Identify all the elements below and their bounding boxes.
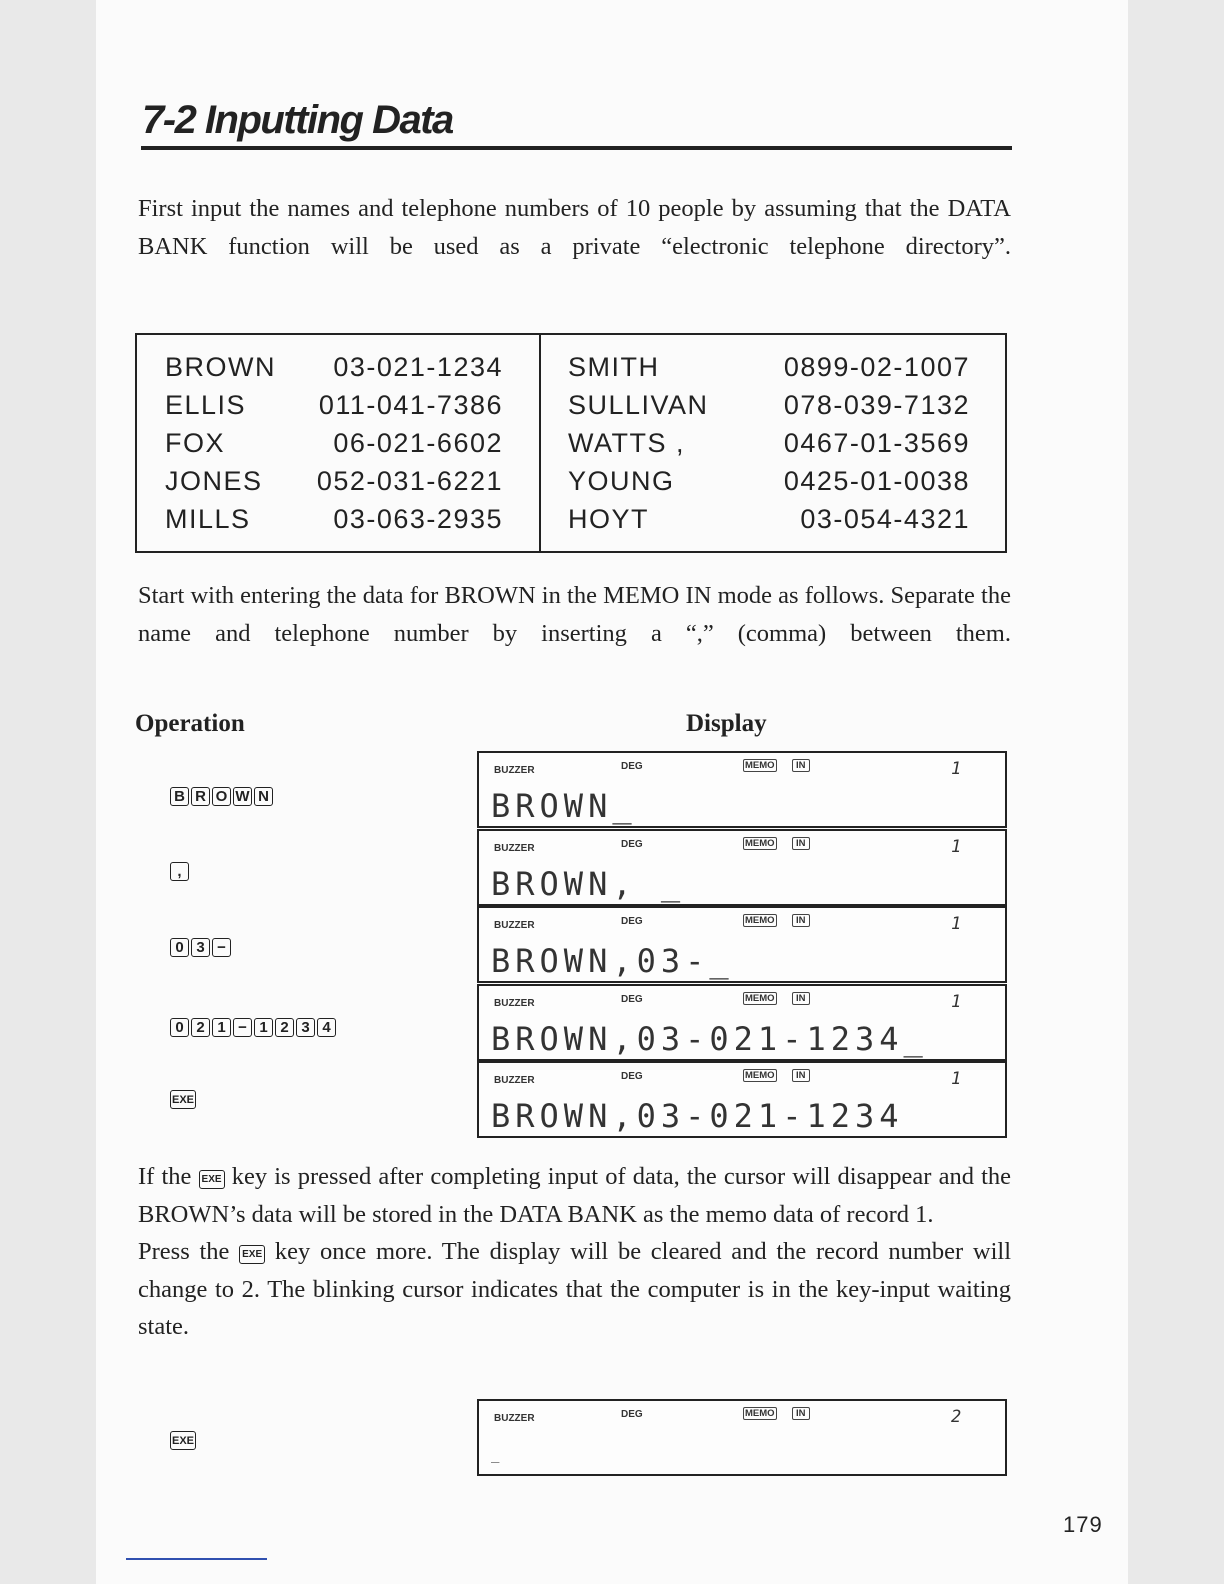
memo-indicator: MEMO bbox=[745, 915, 775, 926]
directory-name: WATTS , bbox=[568, 428, 685, 458]
buzzer-indicator: BUZZER bbox=[494, 765, 535, 776]
record-number: 1 bbox=[951, 837, 962, 857]
key-sequence bbox=[170, 938, 231, 957]
deg-indicator: DEG bbox=[621, 994, 643, 1005]
memo-indicator: MEMO bbox=[745, 993, 775, 1004]
buzzer-indicator: BUZZER bbox=[494, 998, 535, 1009]
key-sequence bbox=[170, 787, 273, 806]
lcd-display bbox=[477, 906, 1007, 983]
table-divider bbox=[539, 335, 541, 551]
memo-indicator: MEMO bbox=[745, 1408, 775, 1419]
in-indicator: IN bbox=[792, 992, 810, 1005]
deg-indicator: DEG bbox=[621, 839, 643, 850]
key-sequence bbox=[170, 1090, 196, 1109]
directory-phone: 0899-02-1007 bbox=[783, 352, 970, 382]
directory-phone: 078-039-7132 bbox=[783, 390, 970, 420]
record-number: 1 bbox=[951, 992, 962, 1012]
buzzer-indicator: BUZZER bbox=[494, 1075, 535, 1086]
buzzer-indicator: BUZZER bbox=[494, 843, 535, 854]
memo-indicator: MEMO bbox=[745, 1070, 775, 1081]
memo-indicator: MEMO bbox=[745, 760, 775, 771]
memo-indicator: MEMO bbox=[745, 838, 775, 849]
buzzer-indicator: BUZZER bbox=[494, 1413, 535, 1424]
lcd-display bbox=[477, 1061, 1007, 1138]
deg-indicator: DEG bbox=[621, 1071, 643, 1082]
deg-indicator: DEG bbox=[621, 916, 643, 927]
lcd-text: BROWN, _ bbox=[491, 865, 686, 903]
lcd-display bbox=[477, 751, 1007, 828]
key-icon: B bbox=[170, 787, 189, 806]
in-indicator: IN bbox=[792, 1407, 810, 1420]
phone-directory-table bbox=[135, 333, 1007, 553]
directory-name: JONES bbox=[165, 466, 263, 496]
directory-name: SULLIVAN bbox=[568, 390, 709, 420]
directory-name: FOX bbox=[165, 428, 226, 458]
directory-phone: 03-054-4321 bbox=[800, 504, 970, 534]
directory-phone: 052-031-6221 bbox=[316, 466, 503, 496]
directory-phone: 011-041-7386 bbox=[318, 390, 503, 420]
lcd-display bbox=[477, 1399, 1007, 1476]
key-sequence bbox=[170, 1018, 336, 1037]
key-icon: W bbox=[233, 787, 252, 806]
after-p1-after: key is pressed after completing input of data, the cursor will disappear and the BROWN’s data will be stored in the DATA BANK as the memo data of record 1. bbox=[138, 1163, 1012, 1228]
deg-indicator: DEG bbox=[621, 761, 643, 772]
footer-rule bbox=[126, 1558, 267, 1560]
in-indicator: IN bbox=[792, 759, 810, 772]
lcd-text: BROWN,03-021-1234_ bbox=[491, 1020, 928, 1058]
key-icon: 0 bbox=[170, 1018, 189, 1037]
directory-phone: 0425-01-0038 bbox=[783, 466, 970, 496]
exe-key-icon: EXE bbox=[239, 1245, 265, 1264]
display-heading: Display bbox=[686, 710, 767, 737]
in-indicator: IN bbox=[792, 914, 810, 927]
deg-indicator: DEG bbox=[621, 1409, 643, 1420]
key-icon: 2 bbox=[191, 1018, 210, 1037]
title-rule bbox=[141, 146, 1012, 150]
intro-paragraph: First input the names and telephone numbers of 10 people by assuming that the DATA BANK function will be used as a private “electronic telephone directory”. bbox=[138, 195, 1011, 260]
key-icon: , bbox=[170, 862, 189, 881]
record-number: 1 bbox=[951, 759, 962, 779]
key-sequence bbox=[170, 862, 189, 881]
record-number: 2 bbox=[951, 1407, 962, 1427]
page-number: 179 bbox=[1063, 1512, 1103, 1537]
key-icon: 4 bbox=[317, 1018, 336, 1037]
key-icon: 3 bbox=[296, 1018, 315, 1037]
directory-phone: 03-021-1234 bbox=[333, 352, 503, 382]
in-indicator: IN bbox=[792, 1069, 810, 1082]
lcd-text: _ bbox=[491, 1447, 500, 1463]
directory-name: YOUNG bbox=[568, 466, 675, 496]
section-title: 7-2 Inputting Data bbox=[142, 98, 453, 142]
directory-name: ELLIS bbox=[165, 390, 247, 420]
record-number: 1 bbox=[951, 914, 962, 934]
after-p2-before: Press the bbox=[138, 1238, 230, 1265]
directory-name: SMITH bbox=[568, 352, 660, 382]
directory-phone: 03-063-2935 bbox=[333, 504, 503, 534]
in-indicator: IN bbox=[792, 837, 810, 850]
lcd-text: BROWN,03-021-1234 bbox=[491, 1097, 904, 1135]
directory-phone: 06-021-6602 bbox=[333, 428, 503, 458]
key-icon: − bbox=[212, 938, 231, 957]
record-number: 1 bbox=[951, 1069, 962, 1089]
after-p2-after: key once more. The display will be cleared and the record number will change to 2. The blinking cursor indicates that the computer is in the key-input waiting state. bbox=[138, 1238, 1012, 1340]
operation-heading: Operation bbox=[135, 710, 245, 737]
key-sequence bbox=[170, 1431, 196, 1450]
key-icon: R bbox=[191, 787, 210, 806]
buzzer-indicator: BUZZER bbox=[494, 920, 535, 931]
after-paragraph bbox=[138, 1158, 1011, 1346]
key-icon: N bbox=[254, 787, 273, 806]
lcd-text: BROWN_ bbox=[491, 787, 637, 825]
key-icon: 3 bbox=[191, 938, 210, 957]
lcd-text: BROWN,03-_ bbox=[491, 942, 734, 980]
directory-name: BROWN bbox=[165, 352, 276, 382]
instruction-paragraph: Start with entering the data for BROWN in the MEMO IN mode as follows. Separate the name and telephone number by inserting a “,” (comma) between them. bbox=[138, 582, 1011, 647]
key-icon: 0 bbox=[170, 938, 189, 957]
lcd-display bbox=[477, 984, 1007, 1061]
key-icon: − bbox=[233, 1018, 252, 1037]
lcd-display bbox=[477, 829, 1007, 906]
key-icon: EXE bbox=[170, 1090, 196, 1109]
key-icon: EXE bbox=[170, 1431, 196, 1450]
exe-key-icon: EXE bbox=[199, 1170, 225, 1189]
key-icon: 1 bbox=[212, 1018, 231, 1037]
key-icon: 2 bbox=[275, 1018, 294, 1037]
directory-name: HOYT bbox=[568, 504, 650, 534]
directory-name: MILLS bbox=[165, 504, 251, 534]
after-p1-before: If the bbox=[138, 1163, 192, 1190]
key-icon: O bbox=[212, 787, 231, 806]
key-icon: 1 bbox=[254, 1018, 273, 1037]
directory-phone: 0467-01-3569 bbox=[783, 428, 970, 458]
